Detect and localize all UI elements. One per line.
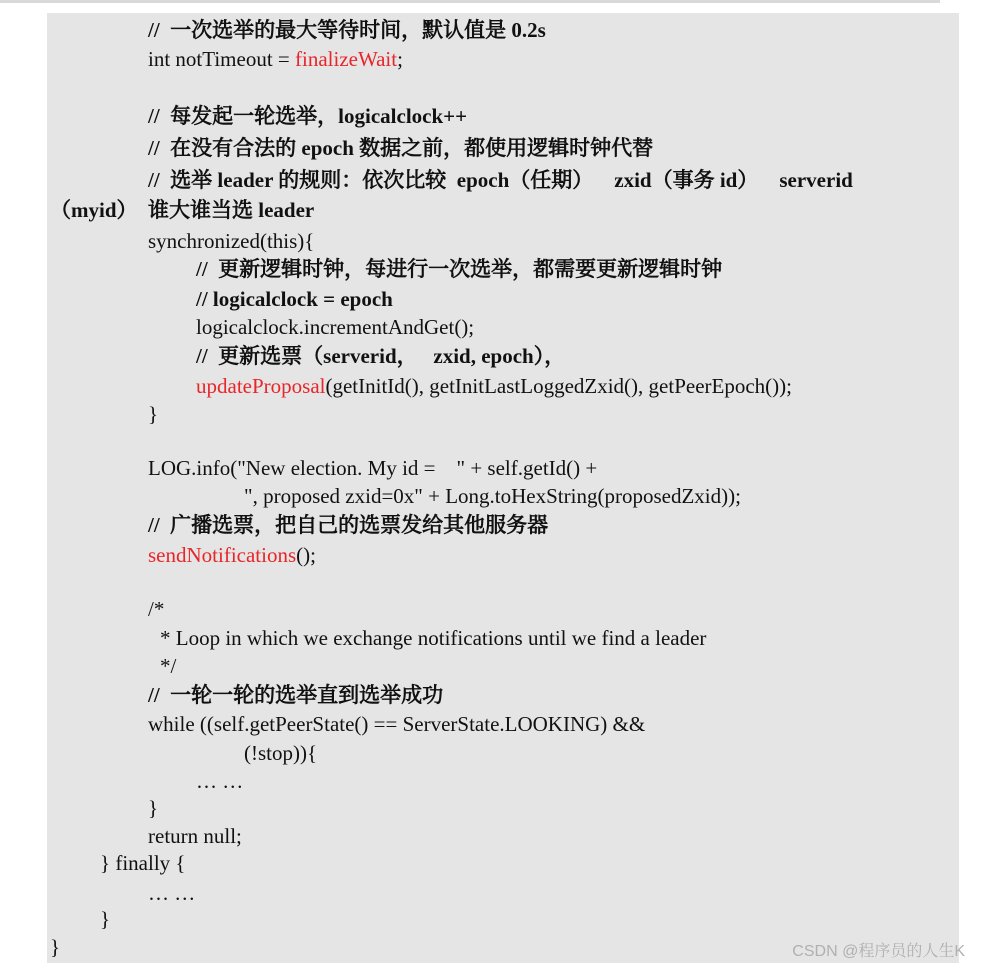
code-text: ; bbox=[397, 47, 403, 71]
top-rule bbox=[0, 0, 940, 3]
code-line-while-cont: (!stop)){ bbox=[244, 741, 318, 765]
function-name: updateProposal bbox=[196, 374, 326, 398]
code-line-while: while ((self.getPeerState() == ServerState.LOOKING) && bbox=[148, 712, 646, 736]
code-line-finally: } finally { bbox=[100, 851, 186, 875]
comment-line-update-vote: // 更新选票（serverid， zxid, epoch）， bbox=[196, 344, 566, 368]
function-name: finalizeWait bbox=[295, 47, 398, 71]
code-line-increment: logicalclock.incrementAndGet(); bbox=[196, 315, 475, 339]
comment-line-broadcast: // 广播选票，把自己的选票发给其他服务器 bbox=[148, 513, 549, 537]
code-line-synchronized: synchronized(this){ bbox=[148, 229, 315, 253]
comment-line-leader-rule: // 选举 leader 的规则：依次比较 epoch（任期） zxid（事务 id） serverid bbox=[148, 168, 853, 192]
code-text: (); bbox=[296, 543, 316, 567]
watermark: CSDN @程序员的人生K bbox=[792, 943, 965, 960]
comment-line-epoch: // 在没有合法的 epoch 数据之前，都使用逻辑时钟代替 bbox=[148, 136, 654, 160]
code-line-ellipsis: … … bbox=[196, 769, 244, 793]
code-line-block-comment-close: */ bbox=[160, 654, 177, 678]
code-line-return: return null; bbox=[148, 824, 242, 848]
code-line-close-brace: } bbox=[100, 907, 111, 931]
code-line-close-brace: } bbox=[148, 402, 159, 426]
comment-line-clock-epoch: // logicalclock = epoch bbox=[196, 287, 393, 311]
code-line-not-timeout bbox=[148, 45, 403, 73]
comment-line-loop: // 一轮一轮的选举直到选举成功 bbox=[148, 683, 444, 707]
code-line-ellipsis: … … bbox=[148, 881, 196, 905]
code-line-send-notifications bbox=[148, 541, 316, 569]
code-line-block-comment-open: /* bbox=[148, 597, 165, 621]
function-name: sendNotifications bbox=[148, 543, 297, 567]
comment-line-leader-rule-cont: （myid） 谁大谁当选 leader bbox=[50, 198, 315, 222]
code-line-log-info: LOG.info("New election. My id = " + self.getId() + bbox=[148, 456, 598, 480]
comment-line-update-clock: // 更新逻辑时钟，每进行一次选举，都需要更新逻辑时钟 bbox=[196, 257, 723, 281]
comment-line-wait-time: // 一次选举的最大等待时间，默认值是 0.2s bbox=[148, 18, 546, 42]
code-text: (getInitId(), getInitLastLoggedZxid(), getPeerEpoch()); bbox=[325, 374, 792, 398]
comment-line-logicalclock: // 每发起一轮选举，logicalclock++ bbox=[148, 104, 468, 128]
code-text: int notTimeout = bbox=[148, 47, 296, 71]
code-line-close-brace: } bbox=[148, 796, 159, 820]
code-line-log-info-cont: ", proposed zxid=0x" + Long.toHexString(proposedZxid)); bbox=[244, 484, 741, 508]
code-line-update-proposal bbox=[196, 372, 792, 400]
code-line-block-comment-text: * Loop in which we exchange notifications until we find a leader bbox=[160, 626, 707, 650]
code-line-close-brace: } bbox=[50, 935, 61, 959]
